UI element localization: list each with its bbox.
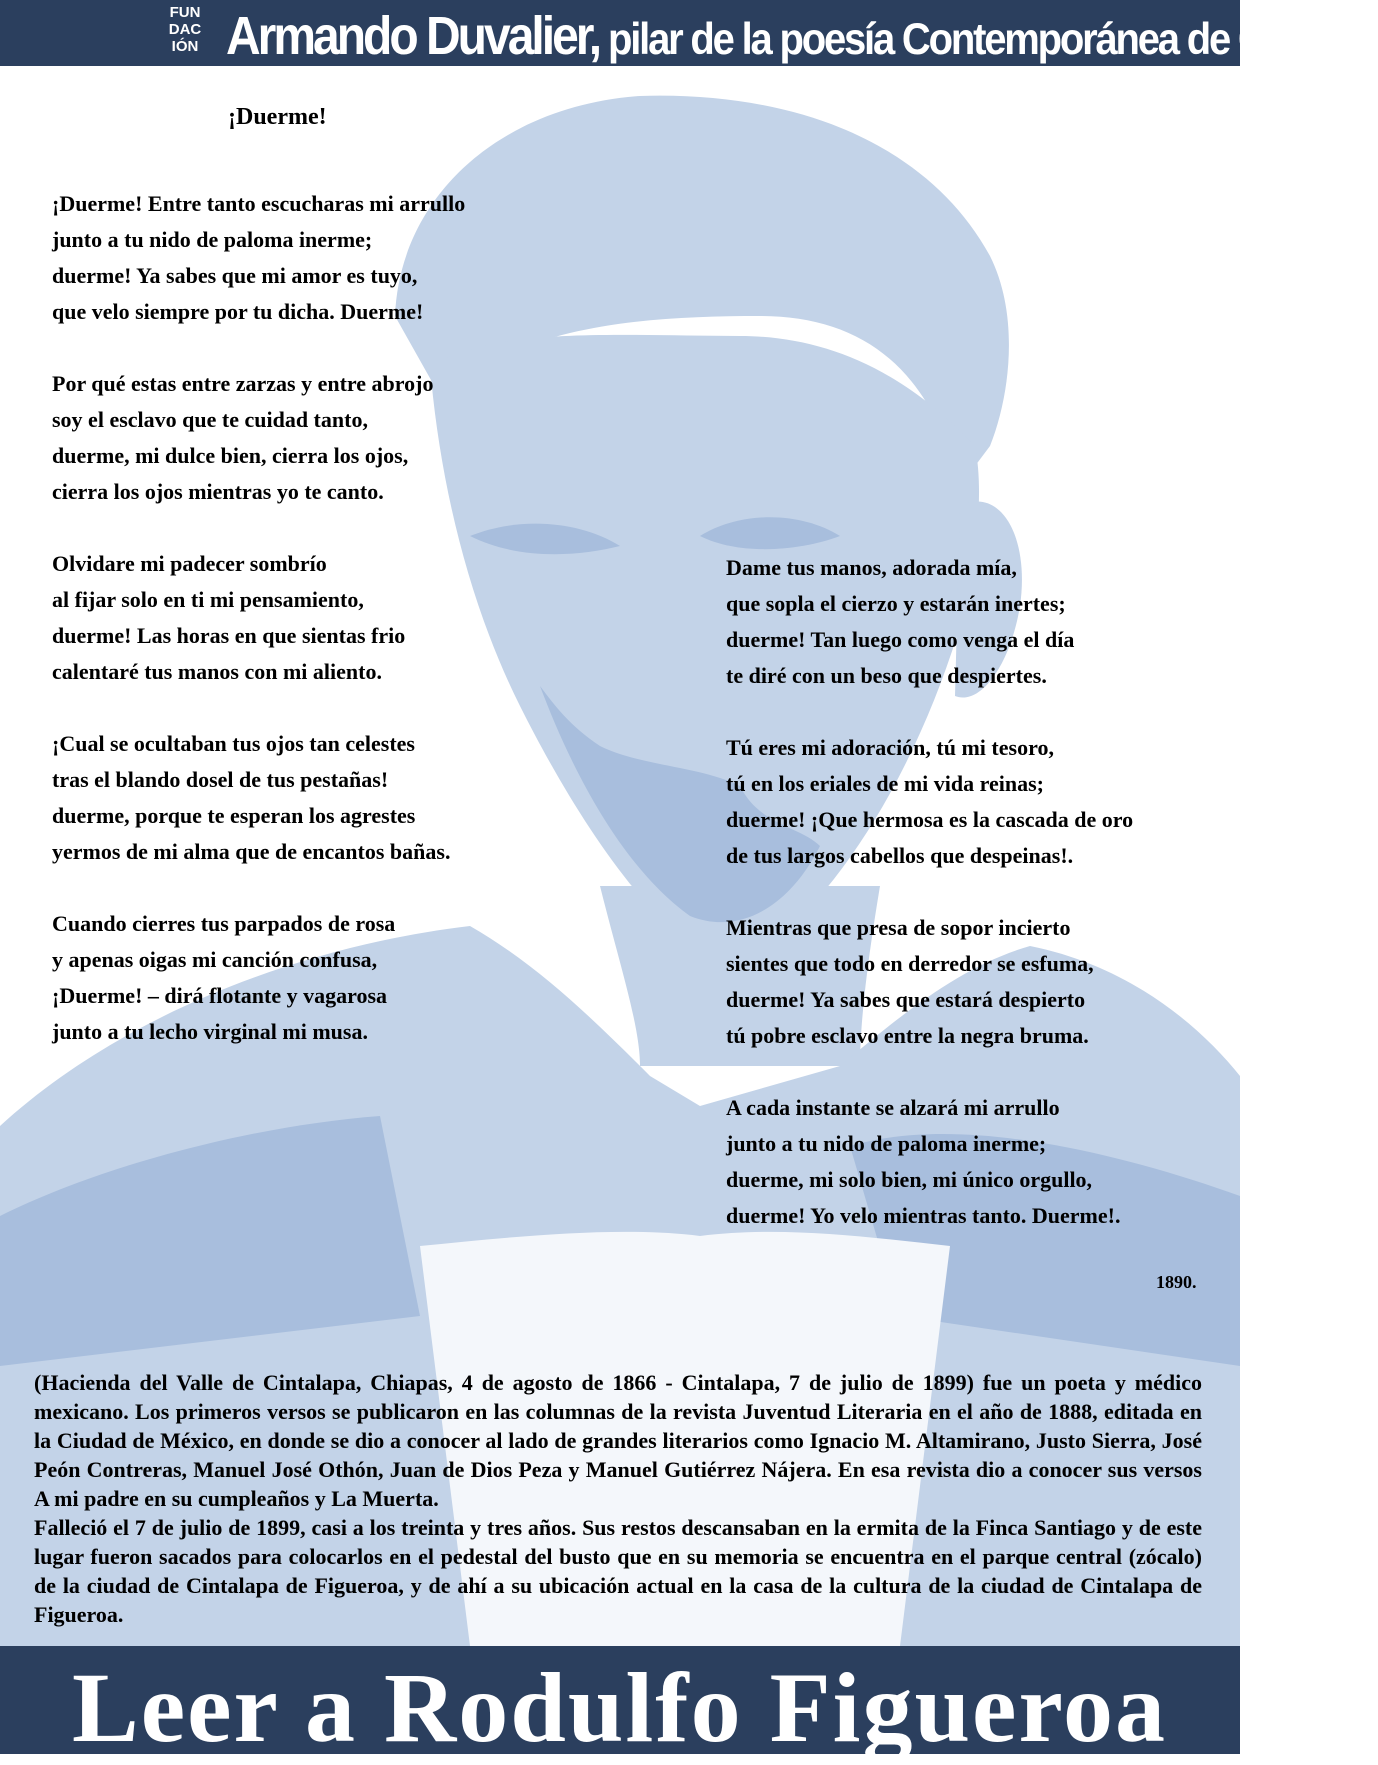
fundacion-logo (160, 4, 210, 55)
poem-line: duerme! Las horas en que sientas frio (52, 623, 406, 648)
stanza (52, 186, 465, 330)
poem-year: 1890. (1156, 1272, 1197, 1292)
poem-line: que sopla el cierzo y estarán inertes; (726, 591, 1066, 616)
logo-line: DAC (168, 21, 202, 38)
poem-line: calentaré tus manos con mi aliento. (52, 659, 382, 684)
logo-line: FUN (169, 4, 201, 21)
poem-line: Dame tus manos, adorada mía, (726, 555, 1017, 580)
poem-line: al fijar solo en ti mi pensamiento, (52, 587, 364, 612)
poem-line: Por qué estas entre zarzas y entre abrojo (52, 371, 434, 396)
poem-line: junto a tu nido de paloma inerme; (52, 227, 373, 252)
poem-line: duerme, mi solo bien, mi único orgullo, (726, 1167, 1093, 1192)
bio-paragraph: (Hacienda del Valle de Cintalapa, Chiapas, 4 de agosto de 1866 - Cintalapa, 7 de julio de 1899) fue un poeta y médico mexicano. Los primeros versos se publicaron en las columnas de la revista Juventud Literaria en el año de 1888, editada en la Ciudad de México, en donde se dio a conocer al lado de grandes literarios como Ignacio M. Altamirano, Justo Sierra, José Peón Contreras, Manuel José Othón, Juan de Dios Peza y Manuel Gutiérrez Nájera. En esa revista dio a conocer sus versos A mi padre en su cumpleaños y La Muerta. (34, 1370, 1202, 1511)
stanza (726, 730, 1133, 874)
poem-line: duerme! Yo velo mientras tanto. Duerme!. (726, 1203, 1121, 1228)
poem-line: junto a tu lecho virginal mi musa. (52, 1019, 368, 1044)
biography (34, 1368, 1202, 1629)
poem-line: A cada instante se alzará mi arrullo (726, 1095, 1060, 1120)
poem-right-column (726, 550, 1133, 1270)
logo-line: IÓN (171, 38, 199, 55)
footer-banner (0, 1646, 1240, 1763)
poem-line: duerme! ¡Que hermosa es la cascada de oro (726, 807, 1134, 832)
poem-line: Cuando cierres tus parpados de rosa (52, 911, 396, 936)
title-subtitle: pilar de la poesía Contemporánea de Chiapas (599, 14, 1378, 65)
stanza (52, 906, 465, 1050)
bio-paragraph: Falleció el 7 de julio de 1899, casi a los treinta y tres años. Sus restos descansaban en la ermita de la Finca Santiago y de este lugar fueron sacados para colocarlos en el pedestal del busto que en su memoria se encuentra en el parque central (zócalo) de la ciudad de Cintalapa de Figueroa, y de ahí a su ubicación actual en la casa de la cultura de la ciudad de Cintalapa de Figueroa. (34, 1515, 1202, 1627)
header-banner (0, 0, 1378, 67)
stanza (52, 546, 465, 690)
poem-line: tras el blando dosel de tus pestañas! (52, 767, 389, 792)
stanza (52, 366, 465, 510)
poem-line: Tú eres mi adoración, tú mi tesoro, (726, 735, 1054, 760)
poem-line: duerme, porque te esperan los agrestes (52, 803, 416, 828)
poem-line: y apenas oigas mi canción confusa, (52, 947, 378, 972)
stanza (726, 550, 1133, 694)
poem-line: duerme! Ya sabes que mi amor es tuyo, (52, 263, 418, 288)
poem-line: ¡Cual se ocultaban tus ojos tan celestes (52, 731, 415, 756)
poem-line: sientes que todo en derredor se esfuma, (726, 951, 1094, 976)
poem-line: duerme! Ya sabes que estará despierto (726, 987, 1086, 1012)
poem-line: de tus largos cabellos que despeinas!. (726, 843, 1074, 868)
poem-line: junto a tu nido de paloma inerme; (726, 1131, 1047, 1156)
poem-line: Mientras que presa de sopor incierto (726, 915, 1071, 940)
poem-line: ¡Duerme! – dirá flotante y vagarosa (52, 983, 388, 1008)
poem-line: que velo siempre por tu dicha. Duerme! (52, 299, 424, 324)
poem-line: ¡Duerme! Entre tanto escucharas mi arrullo (52, 191, 466, 216)
poem-title: ¡Duerme! (228, 104, 327, 130)
poem-left-column (52, 186, 465, 1086)
poem-line: duerme, mi dulce bien, cierra los ojos, (52, 443, 409, 468)
poem-line: Olvidare mi padecer sombrío (52, 551, 327, 576)
stanza (726, 910, 1133, 1054)
poem-line: te diré con un beso que despiertes. (726, 663, 1047, 688)
poem-line: yermos de mi alma que de encantos bañas. (52, 839, 451, 864)
poem-line: tú en los eriales de mi vida reinas; (726, 771, 1044, 796)
title-name: Armando Duvalier, (226, 7, 600, 67)
stanza (52, 726, 465, 870)
poem-line: tú pobre esclavo entre la negra bruma. (726, 1023, 1089, 1048)
poem-line: soy el esclavo que te cuidad tanto, (52, 407, 368, 432)
poem-line: cierra los ojos mientras yo te canto. (52, 479, 384, 504)
poem-line: duerme! Tan luego como venga el día (726, 627, 1075, 652)
page-title (226, 6, 1378, 68)
footer-title: Leer a Rodulfo Figueroa (72, 1652, 1168, 1763)
stanza (726, 1090, 1133, 1234)
